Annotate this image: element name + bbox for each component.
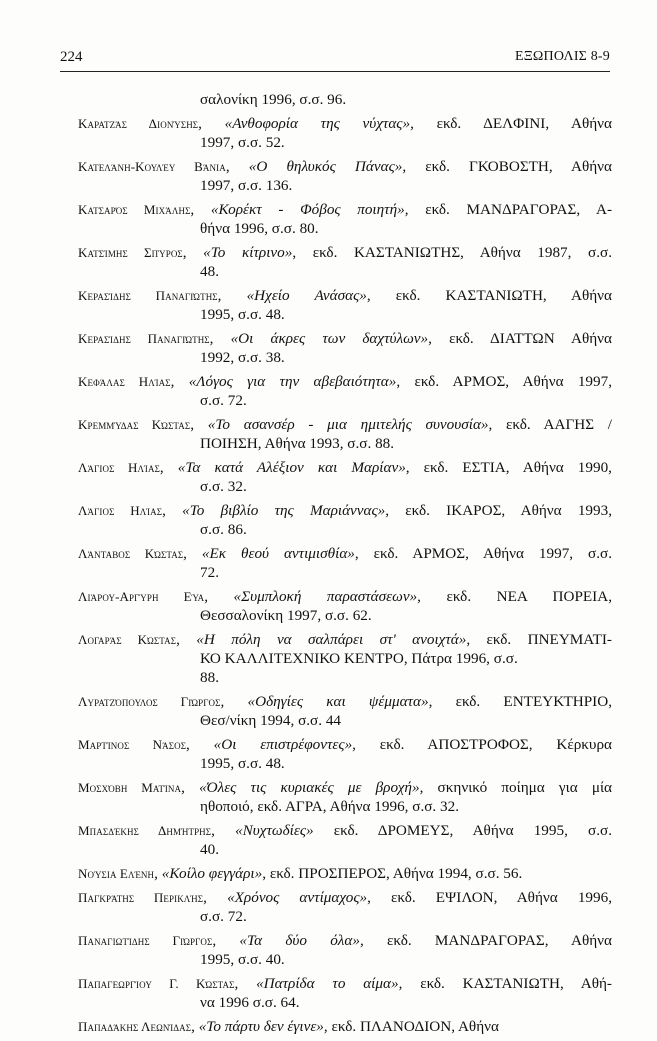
entry-author: Παναγιωτίδης Γιώργος	[78, 933, 213, 948]
entry-first-line	[78, 501, 612, 520]
entry-author: Λάγιος Ηλίας	[78, 503, 163, 518]
entry-author-separator: ,	[182, 244, 204, 261]
entry-publication: , εκδ. ΑΡΜΟΣ, Αθήνα 1997,	[396, 373, 612, 390]
entry-title: «Τα δύο όλα»	[239, 932, 360, 949]
bibliography-entry	[78, 821, 612, 859]
entry-publication: , σκηνικό ποίημα για μία	[419, 779, 613, 796]
bibliography-entry	[78, 458, 612, 496]
entry-author-separator: ,	[170, 373, 189, 390]
entry-first-line	[78, 931, 612, 950]
entry-title: «Το κίτρινο»	[203, 244, 293, 261]
entry-first-line	[78, 1017, 612, 1036]
entry-publication: , εκδ. ΜΑΝΔΡΑΓΟΡΑΣ, Αθήνα	[359, 932, 612, 949]
entry-first-line	[78, 778, 612, 797]
entry-author-separator: ,	[162, 502, 183, 519]
entry-author: Κεφάλας Ηλίας	[78, 374, 171, 389]
entry-continuation-line: 1995, σ.σ. 48.	[200, 755, 285, 772]
entry-author: Παπαδάκης Λεωνίδας	[78, 1019, 192, 1034]
entry-publication: , εκδ. ΠΛΑΝΟΔΙΟΝ, Αθήνα	[323, 1018, 499, 1035]
bibliography-entry	[78, 587, 612, 625]
entry-author: Λιάρου-Αργύρη Εύα	[78, 589, 205, 604]
bibliography-entry	[78, 630, 612, 687]
entry-author: Κρεμμύδας Κώστας	[78, 417, 191, 432]
entry-publication: , εκδ. ΕΨΙΛΟΝ, Αθήνα 1996,	[367, 889, 613, 906]
entry-continuation-line: Θεσ/νίκη 1994, σ.σ. 44	[200, 712, 342, 729]
entry-first-line	[78, 888, 612, 907]
entry-continuation-line: 1995, σ.σ. 48.	[200, 306, 285, 323]
entry-title: «Ανθοφορία της νύχτας»	[224, 115, 411, 132]
entry-continuation-line: 1997, σ.σ. 52.	[200, 134, 285, 151]
entry-continuation-line: Θεσσαλονίκη 1997, σ.σ. 62.	[200, 607, 372, 624]
entry-author-separator: ,	[220, 693, 248, 710]
continuation-line: σαλονίκη 1996, σ.σ. 96.	[200, 91, 347, 108]
bibliography-entry	[78, 864, 612, 883]
entry-first-line	[78, 157, 612, 176]
entry-first-line	[78, 200, 612, 219]
entry-title: «Το πάρτυ δεν έγινε»	[198, 1018, 324, 1035]
entry-first-line	[78, 821, 612, 840]
entry-title: «Όλες τις κυριακές με βροχή»	[199, 779, 420, 796]
bibliography-list	[78, 90, 612, 1041]
entry-continuation-line: 1997, σ.σ. 136.	[200, 177, 293, 194]
entry-continuation-line: σ.σ. 86.	[200, 521, 247, 538]
entry-author-separator: ,	[191, 1018, 199, 1035]
entry-title: «Κοίλο φεγγάρι»	[161, 865, 263, 882]
entry-continuation-line: 72.	[200, 564, 219, 581]
entry-publication: , εκδ. ΕΝΤΕΥΚΤΗΡΙΟ,	[428, 693, 613, 710]
entry-publication: , εκδ. ΑΠΟΣΤΡΟΦΟΣ, Κέρκυρα	[352, 736, 612, 753]
entry-author-separator: ,	[198, 115, 225, 132]
entry-author-separator: ,	[190, 201, 211, 218]
entry-container	[78, 114, 612, 1036]
entry-title: «Εκ θεού αντιμισθία»	[201, 545, 355, 562]
entry-title: «Τα κατά Αλέξιον και Μαρίαν»	[177, 459, 406, 476]
entry-author-separator: ,	[225, 158, 249, 175]
entry-author-separator: ,	[234, 975, 257, 992]
entry-author-separator: ,	[183, 545, 202, 562]
entry-continuation-line: σ.σ. 72.	[200, 908, 247, 925]
entry-author-separator: ,	[176, 631, 197, 648]
entry-publication: , εκδ. ΝΕΑ ΠΟΡΕΙΑ,	[417, 588, 612, 605]
entry-author-separator: ,	[212, 932, 240, 949]
entry-first-line	[78, 735, 612, 754]
page-number: 224	[60, 49, 83, 65]
entry-publication: , εκδ. ΚΑΣΤΑΝΙΩΤΗ, Αθήνα	[366, 287, 613, 304]
entry-author: Κερασίδης Παναγιώτης	[78, 331, 210, 346]
bibliography-entry	[78, 372, 612, 410]
entry-first-line	[78, 630, 612, 649]
entry-first-line	[78, 974, 612, 993]
entry-author: Παπαγεωργίου Γ. Κώστας	[78, 976, 235, 991]
entry-publication: , εκδ. ΕΣΤΙΑ, Αθήνα 1990,	[405, 459, 612, 476]
entry-publication: , εκδ. ΠΡΟΣΠΕΡΟΣ, Αθήνα 1994, σ.σ. 56.	[262, 865, 523, 882]
entry-continuation-line: θήνα 1996, σ.σ. 80.	[200, 220, 319, 237]
bibliography-entry	[78, 544, 612, 582]
entry-title: «Ο θηλυκός Πάνας»	[248, 158, 403, 175]
entry-author: Νούσια Ελένη	[78, 866, 155, 881]
entry-publication: , εκδ. ΔΕΛΦΙΝΙ, Αθήνα	[410, 115, 612, 132]
entry-author: Κατσαρός Μιχάλης	[78, 202, 191, 217]
bibliography-entry	[78, 286, 612, 324]
entry-author: Λάνταβος Κώστας	[78, 546, 184, 561]
entry-publication: , εκδ. ΚΑΣΤΑΝΙΩΤΗ, Αθή-	[398, 975, 612, 992]
bibliography-entry	[78, 200, 612, 238]
entry-publication: , εκδ. ΑΑΓΗΣ /	[488, 416, 613, 433]
entry-publication: , εκδ. ΑΡΜΟΣ, Αθήνα 1997, σ.σ.	[354, 545, 612, 562]
bibliography-entry	[78, 735, 612, 773]
entry-title: «Οι επιστρέφοντες»	[213, 736, 353, 753]
entry-first-line	[78, 372, 612, 391]
entry-publication: , εκδ. ΜΑΝΔΡΑΓΟΡΑΣ, Α-	[404, 201, 612, 218]
entry-continuation-line: σ.σ. 72.	[200, 392, 247, 409]
bibliography-entry	[78, 888, 612, 926]
entry-author-separator: ,	[159, 459, 178, 476]
entry-author: Μοσχόβη Ματίνα	[78, 780, 182, 795]
bibliography-entry	[78, 243, 612, 281]
entry-author-separator: ,	[186, 736, 214, 753]
entry-publication: , εκδ. ΓΚΟΒΟΣΤΗ, Αθήνα	[402, 158, 612, 175]
bibliography-entry	[78, 501, 612, 539]
entry-author: Λυρατζόπουλος Γιώργος	[78, 694, 221, 709]
bibliography-entry	[78, 692, 612, 730]
entry-title: «Οι άκρες των δαχτύλων»	[230, 330, 429, 347]
entry-continuation-line: σ.σ. 32.	[200, 478, 247, 495]
entry-continuation-line: 1992, σ.σ. 38.	[200, 349, 285, 366]
bibliography-entry	[78, 974, 612, 1012]
entry-author-separator: ,	[204, 588, 234, 605]
bibliography-entry	[78, 157, 612, 195]
bibliography-entry	[78, 931, 612, 969]
entry-title: «Χρόνος αντίμαχος»	[227, 889, 368, 906]
entry-author: Παγκράτης Περικλής	[78, 890, 204, 905]
entry-first-line	[78, 458, 612, 477]
entry-continuation-line: 40.	[200, 841, 219, 858]
entry-author-separator: ,	[211, 822, 236, 839]
header-rule	[60, 71, 610, 72]
page-header	[60, 46, 610, 68]
entry-publication: εκδ. ΔΡΟΜΕΥΣ, Αθήνα 1995, σ.σ.	[313, 822, 612, 839]
entry-publication: , εκδ. ΚΑΣΤΑΝΙΩΤΗΣ, Αθήνα 1987, σ.σ.	[292, 244, 612, 261]
entry-first-line	[78, 587, 612, 606]
entry-title: «Κορέκτ - Φόβος ποιητή»	[210, 201, 405, 218]
entry-author: Κατελάνη-Κουλέυ Βάνια	[78, 159, 226, 174]
entry-continuation-line: να 1996 σ.σ. 64.	[200, 994, 300, 1011]
entry-author-separator: ,	[154, 865, 162, 882]
entry-title: «Λόγος για την αβεβαιότητα»	[188, 373, 397, 390]
entry-continuation-line: 1995, σ.σ. 40.	[200, 951, 285, 968]
entry-author-separator: ,	[181, 779, 200, 796]
entry-title: «Ηχείο Ανάσας»	[246, 287, 367, 304]
entry-continuation-line: 48.	[200, 263, 219, 280]
entry-author: Μπασδέκης Δημήτρης	[78, 823, 212, 838]
entry-continuation-line: ΚΟ ΚΑΛΛΙΤΕΧΝΙΚΟ ΚΕΝΤΡΟ, Πάτρα 1996, σ.σ.	[200, 650, 518, 667]
entry-first-line	[78, 286, 612, 305]
entry-title: «Οδηγίες και ψέμματα»	[247, 693, 429, 710]
entry-first-line	[78, 243, 612, 262]
entry-author-separator: ,	[209, 330, 231, 347]
entry-publication: , εκδ. ΠΝΕΥΜΑΤΙ-	[466, 631, 612, 648]
running-head-title: ΕΞΩΠΟΛΙΣ 8-9	[514, 49, 610, 64]
entry-author-separator: ,	[190, 416, 208, 433]
entry-author-separator: ,	[217, 287, 247, 304]
bibliography-entry	[78, 1017, 612, 1036]
entry-author: Λογαράς Κώστας	[78, 632, 177, 647]
bibliography-entry	[78, 778, 612, 816]
entry-publication: , εκδ. ΔΙΑΤΤΩΝ Αθήνα	[428, 330, 612, 347]
entry-author: Καρατζάς Διονύσης	[78, 116, 199, 131]
entry-continuation-line: ηθοποιό, εκδ. ΑΓΡΑ, Αθήνα 1996, σ.σ. 32.	[200, 798, 460, 815]
entry-author: Μαρτίνος Νάσος	[78, 737, 187, 752]
entry-title: «Το βιβλίο της Μαριάννας»	[182, 502, 386, 519]
entry-continuation-line: ΠΟΙΗΣΗ, Αθήνα 1993, σ.σ. 88.	[200, 435, 395, 452]
entry-title: «Το ασανσέρ - μια ημιτελής συνουσία»	[207, 416, 489, 433]
entry-title: «Πατρίδα το αίμα»	[256, 975, 399, 992]
entry-first-line	[78, 864, 612, 883]
bibliography-entry	[78, 329, 612, 367]
bibliography-entry	[78, 114, 612, 152]
entry-first-line	[78, 329, 612, 348]
entry-author-separator: ,	[203, 889, 228, 906]
entry-publication: , εκδ. ΙΚΑΡΟΣ, Αθήνα 1993,	[385, 502, 613, 519]
entry-title: «Συμπλοκή παραστάσεων»	[233, 588, 418, 605]
bibliography-entry	[78, 415, 612, 453]
entry-first-line	[78, 544, 612, 563]
entry-first-line	[78, 114, 612, 133]
entry-title: «Νυχτωδίες»	[235, 822, 314, 839]
entry-first-line	[78, 692, 612, 711]
entry-author: Κατσίμης Σπύρος	[78, 245, 183, 260]
entry-author: Λάγιος Ηλίας	[78, 460, 160, 475]
entry-continuation-line: 88.	[200, 669, 219, 686]
entry-author: Κερασίδης Παναγιώτης	[78, 288, 218, 303]
entry-title: «Η πόλη να σαλπάρει στ' ανοιχτά»	[196, 631, 467, 648]
entry-first-line	[78, 415, 612, 434]
